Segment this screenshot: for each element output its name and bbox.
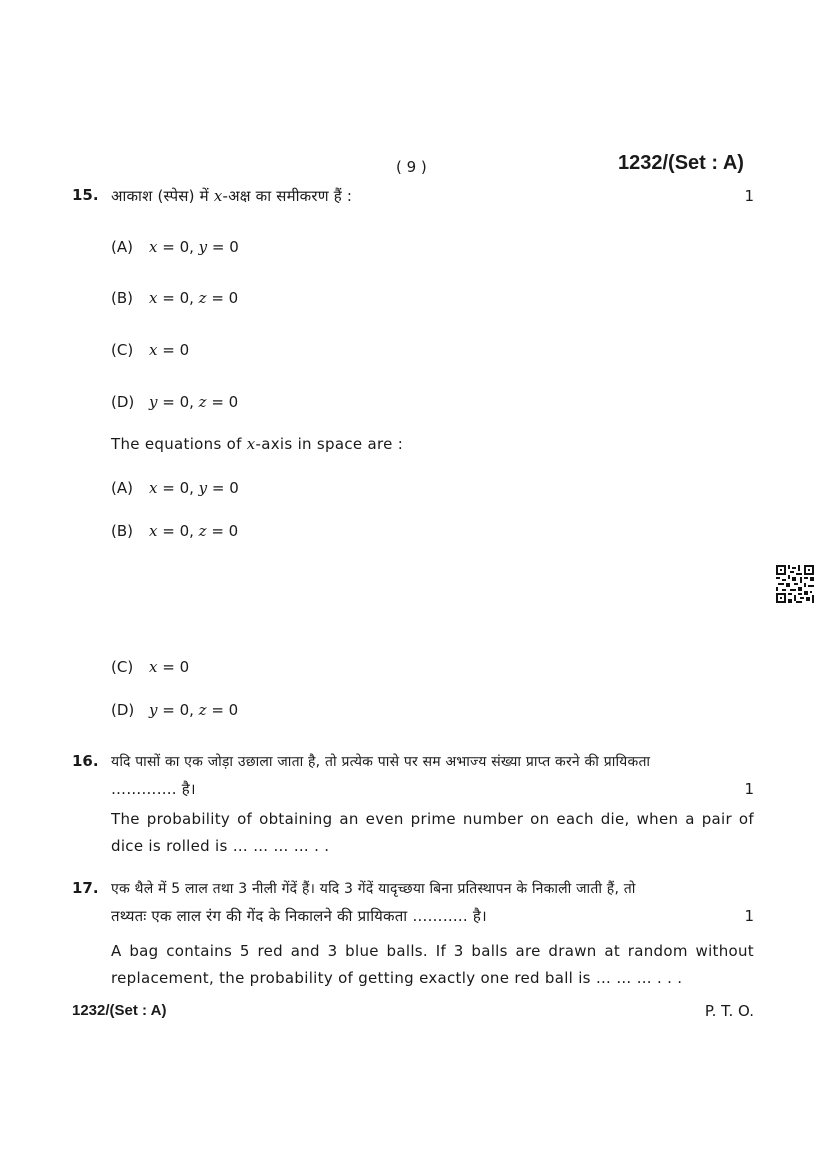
option-equation: x = 0, y = 0 — [149, 479, 239, 497]
q16-hindi-line1: यदि पासों का एक जोड़ा उछाला जाता है, तो प्रत्येक पासे पर सम अभाज्य संख्या प्राप्त करने की प्रायिकता — [111, 754, 651, 770]
q17-english-question: A bag contains 5 red and 3 blue balls. If 3 balls are drawn at random without replacement, the probability of getting exactly one red ball is … … … . . . — [111, 942, 754, 987]
option-equation: y = 0, z = 0 — [149, 701, 239, 719]
option-label: (A) — [111, 479, 133, 497]
option-label: (D) — [111, 701, 135, 719]
page-number: ( 9 ) — [396, 158, 427, 176]
q17-hindi-line1: एक थैले में 5 लाल तथा 3 नीली गेंदें हैं। यदि 3 गेंदें यादृच्छया बिना प्रतिस्थापन के निकाली जाती हैं, तो — [111, 881, 636, 897]
option-equation: x = 0, z = 0 — [149, 522, 239, 540]
option-equation: x = 0 — [149, 341, 190, 359]
option-label: (C) — [111, 658, 134, 676]
option-equation: x = 0 — [149, 658, 190, 676]
q15-english-option-d — [111, 701, 238, 719]
q15-hindi-option-b — [111, 289, 238, 307]
please-turn-over: P. T. O. — [704, 1002, 754, 1020]
q15-english-option-b — [111, 522, 238, 540]
q16-hindi-line2: …………. है। — [111, 780, 196, 798]
qr-code-icon — [776, 565, 814, 603]
paper-code-header: 1232/(Set : A) — [618, 152, 744, 174]
q17-number: 17. — [72, 879, 99, 897]
q15-hindi-option-c — [111, 341, 189, 359]
q15-english-option-c — [111, 658, 189, 676]
option-equation: x = 0, y = 0 — [149, 238, 239, 256]
option-equation: x = 0, z = 0 — [149, 289, 239, 307]
q15-hindi-option-a — [111, 238, 239, 256]
q16-english-question: The probability of obtaining an even prime number on each die, when a pair of dice is rolled is … … … … . . — [111, 810, 754, 855]
q15-number: 15. — [72, 186, 99, 204]
option-label: (A) — [111, 238, 133, 256]
option-label: (B) — [111, 289, 133, 307]
q17-hindi-line2: तथ्यतः एक लाल रंग की गेंद के निकालने की प्रायिकता ……….. है। — [111, 907, 487, 925]
q15-hindi-question: आकाश (स्पेस) में x-अक्ष का समीकरण हैं : — [111, 187, 353, 205]
option-label: (D) — [111, 393, 135, 411]
option-label: (C) — [111, 341, 134, 359]
option-equation: y = 0, z = 0 — [149, 393, 239, 411]
q16-marks: 1 — [744, 780, 754, 798]
q16-number: 16. — [72, 752, 99, 770]
q15-english-question: The equations of x-axis in space are : — [111, 435, 404, 453]
q15-hindi-option-d — [111, 393, 238, 411]
q15-english-option-a — [111, 479, 239, 497]
option-label: (B) — [111, 522, 133, 540]
q17-marks: 1 — [744, 907, 754, 925]
q15-marks: 1 — [744, 187, 754, 205]
paper-code-footer: 1232/(Set : A) — [72, 1002, 167, 1019]
